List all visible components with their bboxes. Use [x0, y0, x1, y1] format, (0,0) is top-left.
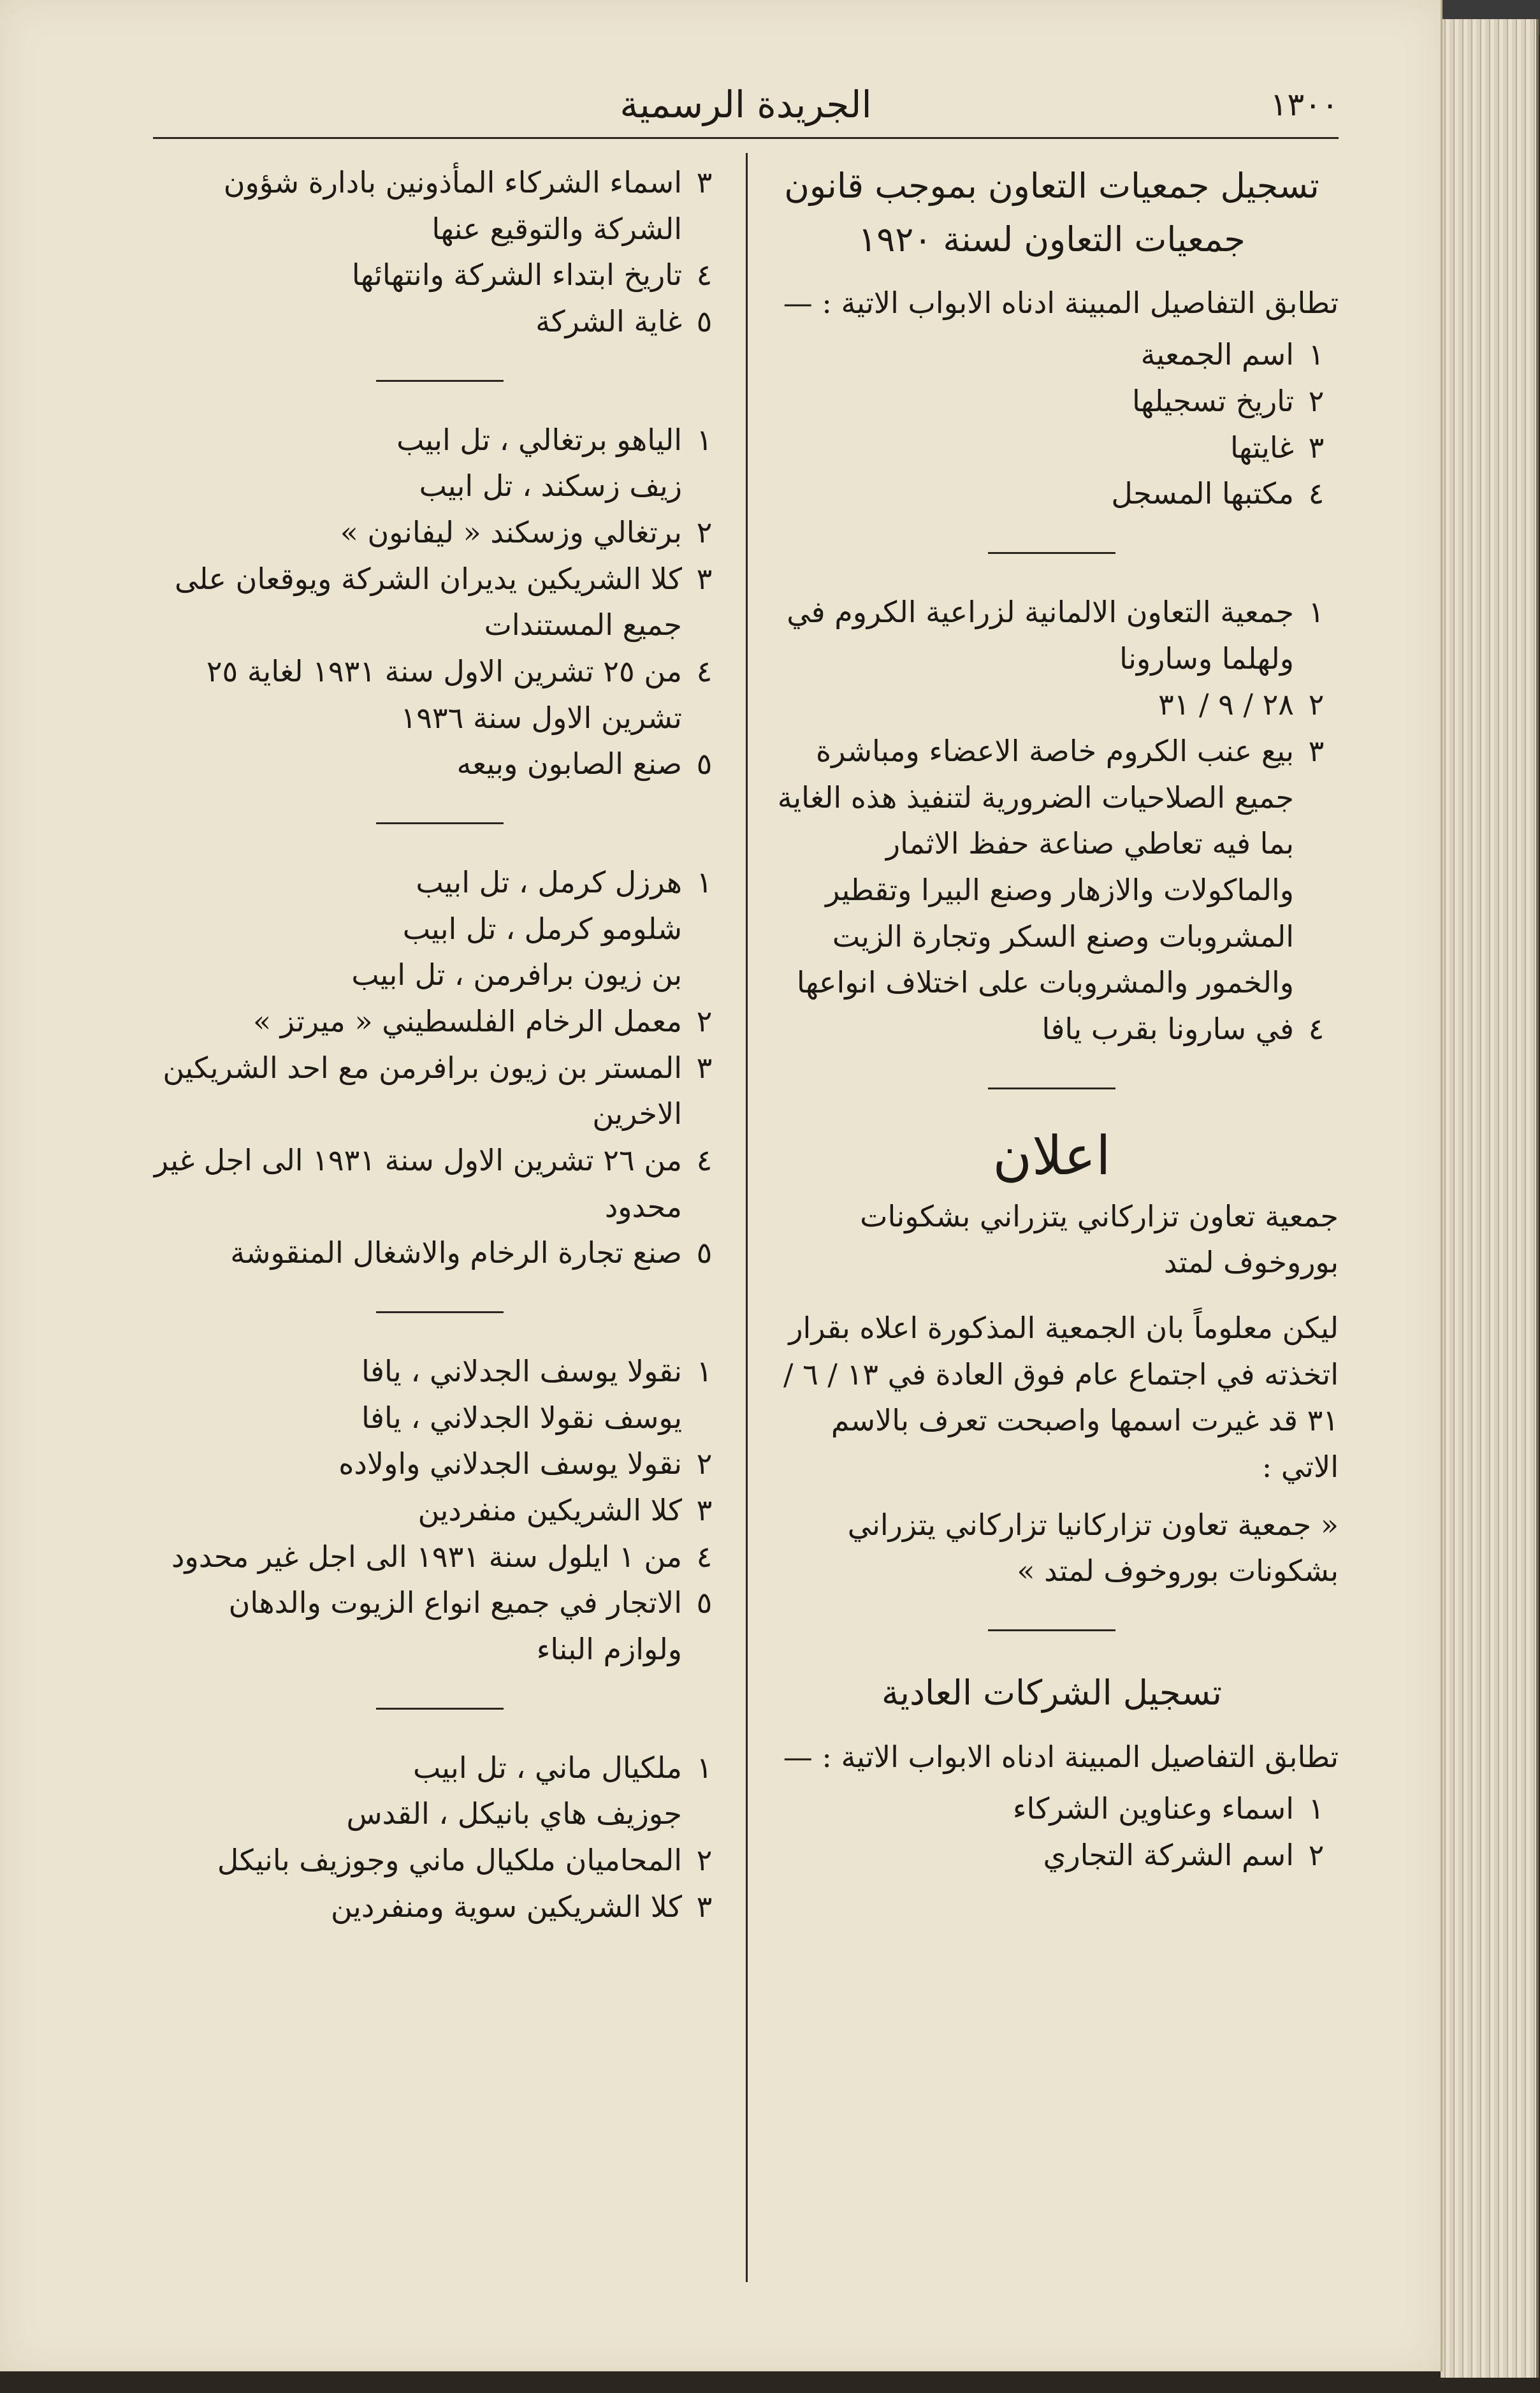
- list-item: [153, 1137, 727, 1230]
- page-edges: [1441, 19, 1539, 2378]
- partner: شلومو كرمل ، تل ابيب: [402, 911, 682, 946]
- list-item: [153, 1580, 727, 1672]
- item-number: ١: [696, 1354, 713, 1389]
- authorized-signers: كلا الشريكين سوية ومنفردين: [331, 1889, 682, 1924]
- notice-heading: اعلان: [992, 1124, 1111, 1187]
- item-text: اسم الشركة التجاري: [1043, 1837, 1294, 1872]
- list-item: [765, 425, 1339, 471]
- company-dates: من ٢٦ تشرين الاول سنة ١٩٣١ الى اجل غير محدود: [154, 1143, 682, 1224]
- section-rule: [376, 822, 504, 824]
- notice-society: جمعية تعاون تزاركاني يتزراني بشكونات بوروخوف لمتد: [860, 1198, 1339, 1280]
- authorized-signers: المستر بن زيون برافرمن مع احد الشريكين الاخرين: [163, 1050, 682, 1131]
- item-text: تاريخ ابتداء الشركة وانتهائها: [351, 258, 682, 293]
- list-item: [153, 1441, 727, 1487]
- company-name: نقولا يوسف الجدلاني واولاده: [338, 1446, 682, 1481]
- list-item: [765, 589, 1339, 681]
- section-rule: [988, 1087, 1115, 1089]
- item-text: مكتبها المسجل: [1111, 476, 1294, 511]
- notice-body: ليكن معلوماً بان الجمعية المذكورة اعلاه بقرار اتخذته في اجتماع عام فوق العادة في ١٣ / ٦ / ٣١ قد غيرت اسمها واصبحت تعرف بالاسم الاتي :: [783, 1311, 1339, 1485]
- company-purpose: صنع تجارة الرخام والاشغال المنقوشة: [230, 1235, 682, 1270]
- company-dates: من ١ ايلول سنة ١٩٣١ الى اجل غير محدود: [171, 1539, 682, 1574]
- item-text: بيع عنب الكروم خاصة الاعضاء ومباشرة جميع الصلاحيات الضرورية لتنفيذ هذه الغاية بما فيه تعاطي صناعة حفظ الاثمار والماكولات والازهار وصنع البيرا وتقطير المشروبات وصنع السكر وتجارة الزيت والخمور والمشروبات على اختلاف انواعها: [777, 734, 1294, 1000]
- list-item: [153, 1348, 727, 1395]
- item-number: ١: [1308, 595, 1325, 630]
- list-item: [153, 1487, 727, 1534]
- notice-new-name: « جمعية تعاون تزاركانيا تزاركاني يتزراني بشكونات بوروخوف لمتد »: [847, 1507, 1339, 1589]
- coop-heading: تسجيل جمعيات التعاون بموجب قانون جمعيات التعاون لسنة ١٩٢٠: [784, 166, 1319, 259]
- list-item: [153, 1745, 727, 1791]
- list-item: [765, 681, 1339, 728]
- section-rule: [988, 552, 1115, 554]
- item-number: ٥: [696, 1235, 713, 1270]
- item-number: ٢: [696, 1446, 713, 1481]
- item-number: ١: [696, 422, 713, 457]
- company-purpose: الاتجار في جميع انواع الزيوت والدهان ولوازم البناء: [228, 1585, 682, 1667]
- list-item: [765, 728, 1339, 1006]
- partner: الياهو برتغالي ، تل ابيب: [396, 422, 682, 457]
- page-number: ١٣٠٠: [1270, 86, 1339, 123]
- list-item: [765, 1832, 1339, 1879]
- item-number: ٣: [696, 1493, 713, 1528]
- right-column: [765, 159, 1339, 1878]
- item-number: ١: [1308, 1791, 1325, 1826]
- item-number: ٢: [696, 515, 713, 550]
- spacer: [765, 1286, 1339, 1305]
- item-number: ٤: [1308, 476, 1325, 511]
- item-number: ٤: [696, 1143, 713, 1178]
- list-item: [153, 1837, 727, 1884]
- item-number: ١: [696, 865, 713, 900]
- journal-title: الجريدة الرسمية: [620, 83, 872, 126]
- list-item: [153, 556, 727, 648]
- item-text: غايتها: [1230, 430, 1294, 465]
- item-number: ٣: [1308, 430, 1325, 465]
- partner: زيف زسكند ، تل ابيب: [419, 469, 682, 504]
- companies-heading: تسجيل الشركات العادية: [882, 1673, 1222, 1713]
- partner: نقولا يوسف الجدلاني ، يافا: [361, 1354, 682, 1389]
- authorized-signers: كلا الشريكين يديران الشركة ويوقعان على جميع المستندات: [174, 561, 682, 643]
- item-number: ٢: [696, 1843, 713, 1878]
- list-item: [765, 1006, 1339, 1052]
- section-rule: [988, 1629, 1115, 1631]
- coop-intro: تطابق التفاصيل المبينة ادناه الابواب الاتية : —: [783, 286, 1339, 321]
- list-item: [153, 417, 727, 463]
- list-item: [153, 859, 727, 906]
- item-number: ٣: [696, 1050, 713, 1085]
- item-number: ١: [1308, 337, 1325, 372]
- item-text: جمعية التعاون الالمانية لزراعية الكروم في ولهلما وسارونا: [787, 595, 1294, 676]
- authorized-signers: كلا الشريكين منفردين: [418, 1493, 682, 1528]
- item-number: ٥: [696, 304, 713, 339]
- list-item: [765, 1786, 1339, 1832]
- partner: بن زيون برافرمن ، تل ابيب: [351, 957, 682, 993]
- item-number: ٣: [696, 561, 713, 596]
- item-text: اسماء وعناوين الشركاء: [1012, 1791, 1294, 1826]
- list-item: [153, 509, 727, 556]
- company-name: برتغالي وزسكند « ليفانون »: [340, 515, 682, 550]
- left-column: [153, 159, 727, 1930]
- section-rule: [376, 1708, 504, 1710]
- list-item: [153, 998, 727, 1045]
- partner: هرزل كرمل ، تل ابيب: [416, 865, 682, 900]
- item-number: ٤: [1308, 1012, 1325, 1047]
- list-item: [153, 1534, 727, 1580]
- item-text: تاريخ تسجيلها: [1131, 384, 1294, 419]
- item-text: غاية الشركة: [535, 304, 682, 339]
- item-number: ٤: [696, 258, 713, 293]
- company-dates: من ٢٥ تشرين الاول سنة ١٩٣١ لغاية ٢٥ تشرين الاول سنة ١٩٣٦: [206, 654, 682, 735]
- list-item: [153, 298, 727, 345]
- column-divider: [746, 153, 748, 2282]
- item-text: اسماء الشركاء المأذونين بادارة شؤون الشركة والتوقيع عنها: [223, 165, 682, 246]
- list-item: [153, 648, 727, 741]
- item-number: ٢: [696, 1004, 713, 1039]
- item-number: ٤: [696, 654, 713, 689]
- partner: جوزيف هاي بانيكل ، القدس: [346, 1796, 682, 1831]
- list-item: [765, 378, 1339, 425]
- item-number: ٢: [1308, 687, 1325, 722]
- partner: يوسف نقولا الجدلاني ، يافا: [361, 1400, 682, 1435]
- item-text: اسم الجمعية: [1140, 337, 1294, 372]
- item-number: ٣: [696, 165, 713, 200]
- list-item: [765, 470, 1339, 517]
- list-item: [153, 159, 727, 252]
- partner: ملكيال ماني ، تل ابيب: [413, 1750, 682, 1785]
- item-number: ٢: [1308, 384, 1325, 419]
- page-header: [153, 80, 1339, 139]
- list-item: [153, 741, 727, 787]
- item-number: ١: [696, 1750, 713, 1785]
- item-number: ٥: [696, 1585, 713, 1620]
- section-rule: [376, 1311, 504, 1313]
- list-item: [153, 1230, 727, 1276]
- item-text: في سارونا بقرب يافا: [1042, 1012, 1294, 1047]
- item-number: ٢: [1308, 1837, 1325, 1872]
- section-rule: [376, 380, 504, 382]
- company-purpose: صنع الصابون وبيعه: [456, 746, 682, 782]
- company-name: المحاميان ملكيال ماني وجوزيف بانيكل: [217, 1843, 682, 1878]
- item-number: ٣: [1308, 734, 1325, 769]
- company-name: معمل الرخام الفلسطيني « ميرتز »: [252, 1004, 682, 1039]
- list-item: [153, 1884, 727, 1930]
- item-number: ٣: [696, 1889, 713, 1924]
- list-item: [153, 1045, 727, 1137]
- list-item: [765, 331, 1339, 378]
- item-number: ٥: [696, 746, 713, 782]
- list-item: [153, 252, 727, 298]
- item-text: ٢٨ / ٩ / ٣١: [1158, 687, 1294, 722]
- item-number: ٤: [696, 1539, 713, 1574]
- companies-intro: تطابق التفاصيل المبينة ادناه الابواب الاتية : —: [783, 1739, 1339, 1774]
